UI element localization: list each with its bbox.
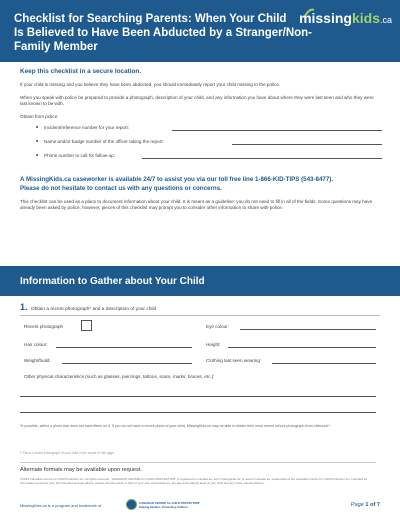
intro-paragraph-1: If your child is missing and you believe they have been abducted, you should immediately report your child missing to the police. (20, 82, 281, 87)
eye-colour-label: Eye colour: (206, 324, 229, 329)
question-text: Obtain a recent photograph* and a description of your child (30, 307, 157, 312)
bullet-label: Phone number to call for follow-up: (44, 152, 115, 158)
obtain-label: Obtain from police: (20, 113, 59, 119)
bullet-officer (20, 139, 382, 153)
intro-paragraph-3: This checklist can be used as a place to document information about your child. It is meant as a guideline; you do not need to fill in all of the fields. Some questions may have already been asked by police; however, pieces of this checklist may prompt you to consider other information to share with police. (20, 198, 373, 211)
section-title: Information to Gather about Your Child (20, 276, 205, 287)
other-characteristics-line-2[interactable] (20, 412, 376, 413)
question-divider (20, 315, 380, 316)
tiny-note: 1 Place a recent photograph of your child in the centre of this page. (20, 451, 115, 455)
other-characteristics-line-1[interactable] (20, 396, 376, 397)
c3p-name: CANADIAN CENTRE for CHILD PROTECTION* (139, 501, 201, 505)
footer-divider (20, 462, 376, 463)
intro-paragraph-2: When you speak with police be prepared to provide a photograph, description of your child, and any information you have about where they were last seen and who they were last known to be with. (20, 94, 374, 107)
intro-section (20, 68, 382, 218)
other-characteristics-label: Other physical characteristics (such as glasses, piercings, tattoos, scars, marks, braces, etc.): (24, 374, 215, 379)
missingkids-logo (299, 10, 392, 26)
callout-line-2: Please do not hesitate to contact us with any questions or concerns. (20, 184, 222, 192)
page-title (14, 12, 314, 54)
program-statement: MissingKids.ca is a program and trademark of (20, 503, 102, 508)
height-label: Height: (206, 342, 221, 347)
bullet-dot (36, 154, 38, 156)
c3p-logo-text (139, 502, 200, 509)
height-field[interactable] (228, 347, 376, 348)
logo-kids: kids (351, 10, 380, 26)
c3p-logo-icon (126, 499, 137, 510)
callout-line-1: A MissingKids.ca caseworker is available 24/7 to assist you via our toll free line 1-866-KID-TIPS (543-8477). (20, 175, 334, 183)
officer-badge-field[interactable] (232, 144, 382, 145)
logo-suffix: .ca (379, 15, 392, 25)
page-value: 1 of 7 (365, 502, 380, 508)
caseworker-callout (20, 175, 382, 193)
clothing-label: Clothing last seen wearing: (206, 358, 262, 363)
recent-photo-checkbox[interactable] (81, 320, 92, 331)
bullet-dot (36, 126, 38, 128)
question-1-heading (20, 302, 380, 312)
hair-colour-label: Hair colour: (24, 342, 48, 347)
bullet-incident (20, 125, 382, 139)
bullet-label: Incident/reference number for your report: (44, 124, 130, 130)
incident-number-field[interactable] (172, 130, 382, 131)
clothing-field[interactable] (272, 363, 376, 364)
c3p-tagline: Helping families. Protecting children. (139, 504, 189, 509)
title-line-1: Checklist for Searching Parents: When Your Child (14, 13, 287, 25)
bullet-label: Name and/or badge number of the officer taking the report: (44, 138, 164, 144)
secure-heading: Keep this checklist in a secure location. (20, 68, 142, 75)
weight-build-field[interactable] (62, 363, 192, 364)
question-number: 1. (20, 302, 28, 312)
page-label: Page (350, 502, 366, 508)
eye-colour-field[interactable] (240, 329, 376, 330)
bullet-dot (36, 140, 38, 142)
followup-phone-field[interactable] (142, 158, 382, 159)
question-1 (20, 302, 380, 312)
hair-colour-field[interactable] (56, 347, 192, 348)
photo-footnote: *If possible, select a photo that does not have filters on it. If you do not have a recent photo of your child, MissingKids.ca may be able to obtain their most recent school photograph from Lifetouch*. (20, 424, 331, 428)
title-line-2: Is Believed to Have Been Abducted by a Stranger/Non-Family Member (14, 27, 313, 53)
alternate-formats-note: Alternate formats may be available upon request. (20, 467, 142, 473)
logo-missing: missing (299, 10, 352, 26)
recent-photo-label: Recent photograph (24, 324, 64, 329)
copyright-text: ©2019 Canadian Centre for Child Protection Inc. All rights reserved. "CANADIAN CENTRE for CHILD PROTECTION" is registered in Canada as, and "missingkids.ca" is used in Canada as, trademarks of the Canadian Centre for Child Protection Inc. Intended for information purposes only. Not intended as legal advice. Assess all information in light of your own circumstances, the age and maturity level of your child and any other relevant factors. (20, 477, 368, 486)
page-indicator (351, 502, 380, 508)
weight-build-label: Weight/build: (24, 358, 51, 363)
bullet-phone (20, 153, 382, 167)
